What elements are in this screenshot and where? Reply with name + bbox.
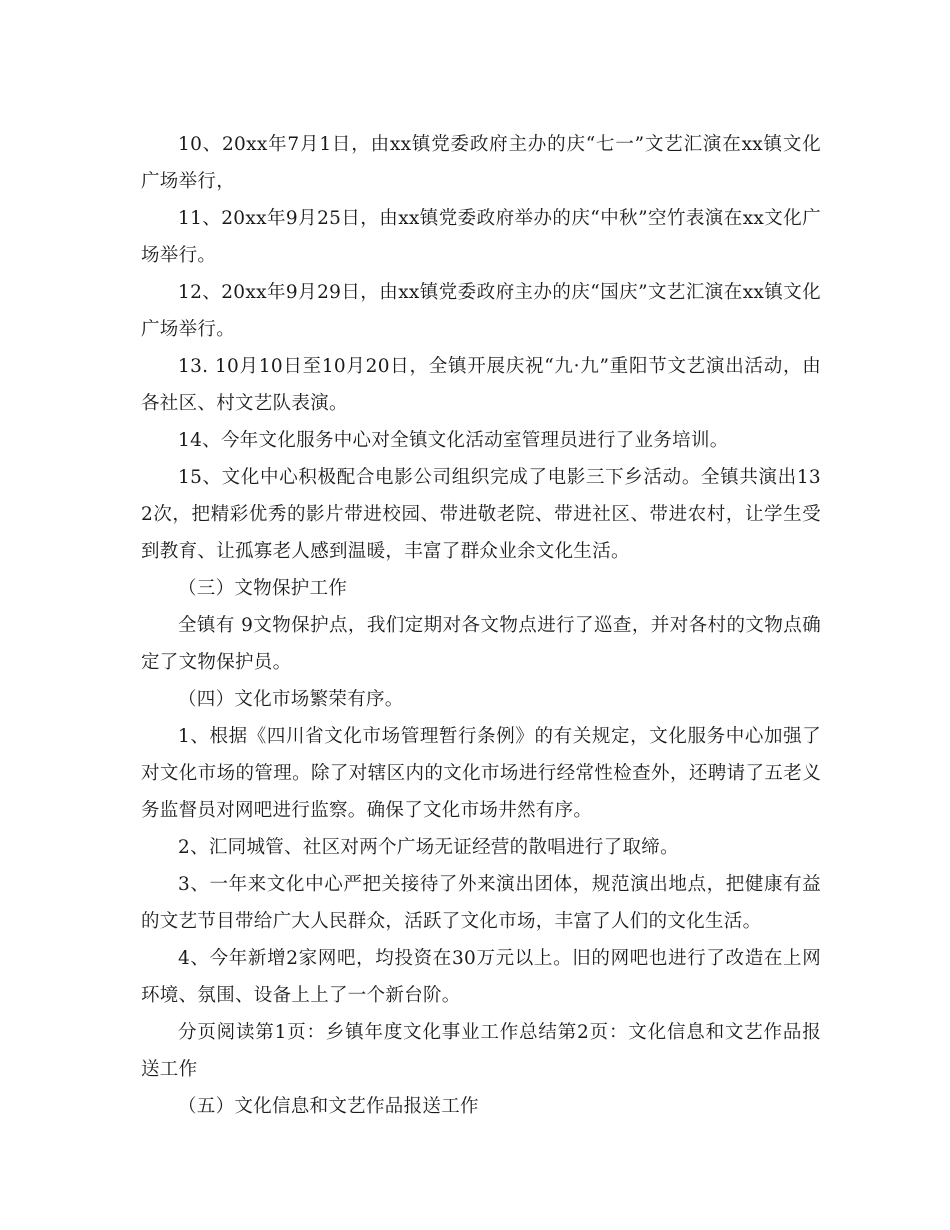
paragraph-market-3: 3、一年来文化中心严把关接待了外来演出团体，规范演出地点，把健康有益的文艺节目带给广大人民群众，活跃了文化市场，丰富了人们的文化生活。 [141,874,821,932]
paragraph-item-14: 14、今年文化服务中心对全镇文化活动室管理员进行了业务培训。 [178,430,729,451]
paragraph-market-1: 1、根据《四川省文化市场管理暂行条例》的有关规定，文化服务中心加强了对文化市场的管理。除了对辖区内的文化市场进行经常性检查外，还聘请了五老义务监督员对网吧进行监察。确保了文化市场井然有序。 [141,726,821,821]
section-heading-heritage: （三）文物保护工作 [178,578,348,599]
paragraph-market-4: 4、今年新增2家网吧，均投资在30万元以上。旧的网吧也进行了改造在上网环境、氛围、设备上上了一个新台阶。 [141,948,821,1006]
section-heading-info: （五）文化信息和文艺作品报送工作 [178,1096,479,1117]
paragraph-market-2: 2、汇同城管、社区对两个广场无证经营的散唱进行了取缔。 [178,837,679,858]
paragraph-item-12: 12、20xx年9月29日，由xx镇党委政府主办的庆“国庆”文艺汇演在xx镇文化广场举行。 [141,282,821,340]
page-navigation-note: 分页阅读第1页：乡镇年度文化事业工作总结第2页：文化信息和文艺作品报送工作 [141,1022,821,1080]
paragraph-item-15: 15、文化中心积极配合电影公司组织完成了电影三下乡活动。全镇共演出132次，把精彩优秀的影片带进校园、带进敬老院、带进社区、带进农村，让学生受到教育、让孤寡老人感到温暖，丰富了群众业余文化生活。 [141,467,821,562]
document-body [141,126,821,1125]
paragraph-item-13: 13. 10月10日至10月20日，全镇开展庆祝“九·九”重阳节文艺演出活动，由各社区、村文艺队表演。 [141,356,821,414]
section-heading-market: （四）文化市场繁荣有序。 [178,689,404,710]
paragraph-item-11: 11、20xx年9月25日，由xx镇党委政府举办的庆“中秋”空竹表演在xx文化广场举行。 [141,208,821,266]
paragraph-item-10: 10、20xx年7月1日，由xx镇党委政府主办的庆“七一”文艺汇演在xx镇文化广场举行， [141,134,821,192]
paragraph-heritage: 全镇有 9文物保护点，我们定期对各文物点进行了巡查，并对各村的文物点确定了文物保护员。 [141,615,821,673]
